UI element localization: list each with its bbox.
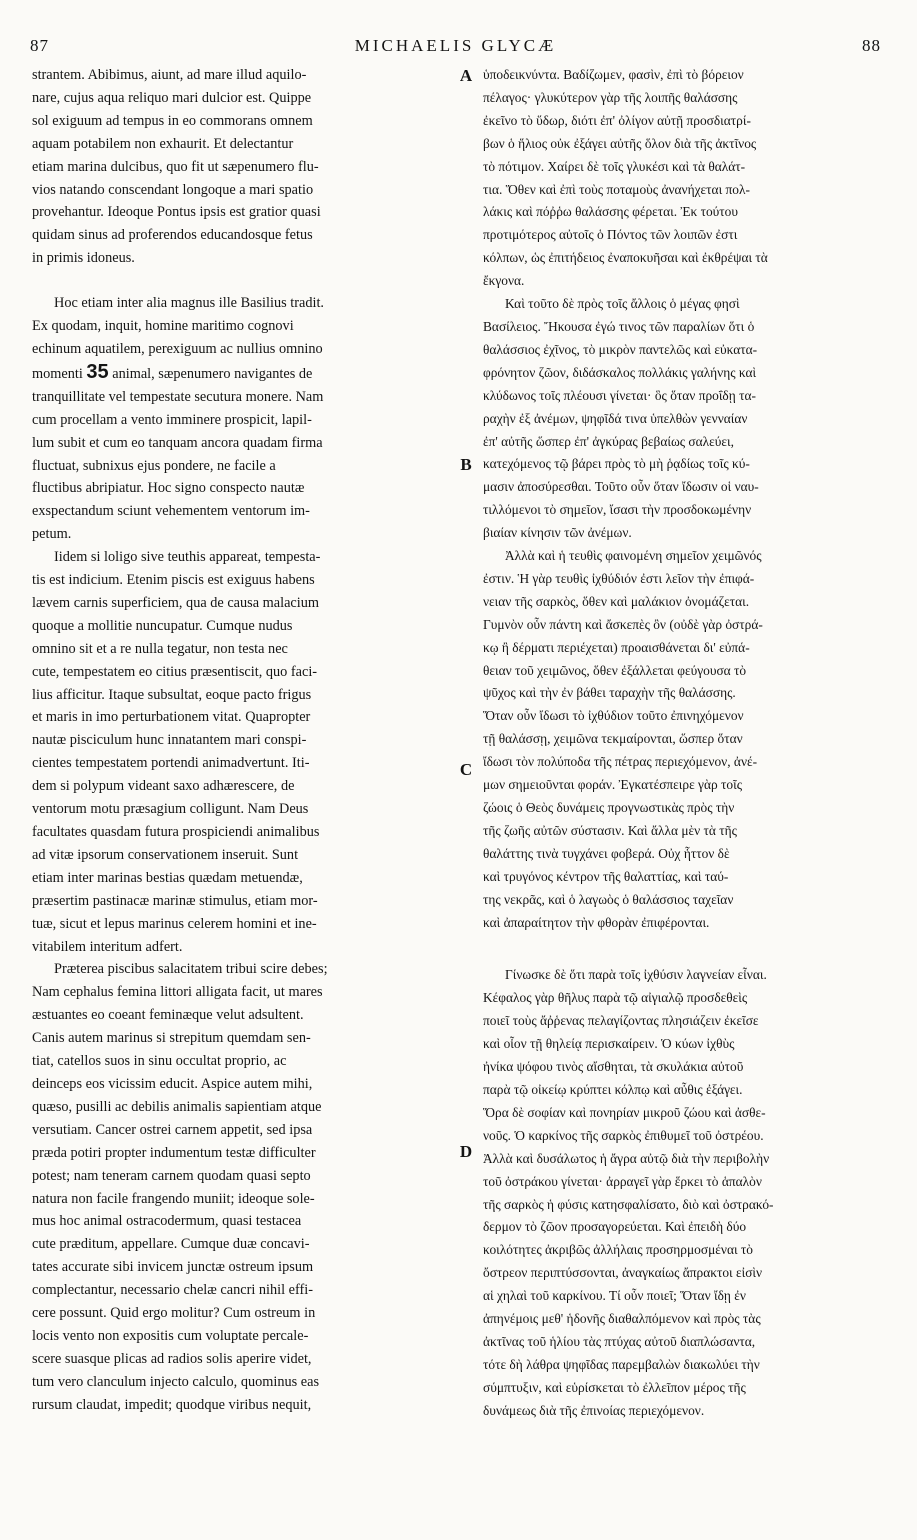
section-marker-c: C xyxy=(459,760,473,779)
latin-paragraph-1: strantem. Abibimus, aiunt, ad mare illud aquilo- nare, cujus aqua reliquo mari dulcior est. Quippe sol exiguum ad tempus in eo commorans omnem aquam potabilem non exhaurit. Et delectantur etiam marina dulcibus, quo fit ut sæpenumero flu- vios natando conscendant longoque a mari spatio provehantur. Ideoque Pontus ipsis est gratior quasi quidam sinus ad proferendos educandosque fetus in primis idoneus. xyxy=(32,67,321,267)
greek-column xyxy=(483,64,896,1520)
page-number-right: 88 xyxy=(862,36,881,55)
section-marker-a: A xyxy=(459,66,473,85)
latin-paragraph-2-end: animal, sæpenumero navigantes de tranquillitate vel tempestate secutura monere. Nam cum procellam a vento imminere prospicit, lapil- lum subit et cum eo tanquam ancora quadam firma fluctuat, subnixus ejus pondere, ne facile a fluctibus abripiatur. Hoc signo conspecto nautæ exspectandum sciunt vehementem ventorum im- petum. xyxy=(32,365,324,543)
column-number: 35 xyxy=(86,360,109,383)
latin-paragraph-3: Iidem si loligo sive teuthis appareat, tempesta- tis est indicium. Etenim piscis est exiguus habens lævem carnis superficiem, qua de causa malacium quoque a mollitie nuncupatur. Cumque nudus omnino sit et a re nulla tegatur, non testa nec cute, tempestatem eo citius præsentiscit, quo faci- lius afficitur. Itaque subsultat, eoque pacto frigus et maris in imo perturbationem vitat. Quapropter nautæ pisciculum hunc innatantem mari conspi- cientes tempestatem portendi animadvertunt. Iti- dem si polypum videant saxo adhærescere, de ventorum motu præsagium colligunt. Nam Deus facultates quasdam futura prospiciendi animalibus ad vitæ ipsorum conservationem inseruit. Sunt etiam inter marinas bestias quædam metuendæ, præsertim pastinacæ marinæ stimulus, etiam mor- tuæ, sicut et lepus marinus celerem homini et ine- vitabilem interitum adfert. xyxy=(32,549,321,955)
latin-paragraph-2 xyxy=(32,292,455,546)
section-marker-b: B xyxy=(460,455,472,474)
running-title: MICHAELIS GLYCÆ xyxy=(354,36,557,55)
latin-column xyxy=(32,64,455,1520)
section-marker-d: D xyxy=(459,1142,473,1161)
greek-paragraph-2: Καὶ τοῦτο δὲ πρὸς τοῖς ἄλλοις ὁ μέγας φησὶ Βασίλειος. Ἤκουσα ἐγώ τινος τῶν παραλίων ὅτι ὁ θαλάσσιος ἐχῖνος, τὸ μικρὸν παντελῶς καὶ εὐκατα- φρόνητον ζῶον, διδάσκαλος πολλάκις γαλήνης καὶ κλύδωνος τοῖς πλέουσι γίνεται· ὃς ὅταν προΐδῃ τα- ραχὴν ἐξ ἀνέμων, ψηφῖδά τινα ὑπελθὼν γενναίαν ἐπ' αὐτῆς ὥσπερ ἐπ' ἀγκύρας βεβαίως σαλεύει, κατεχόμενος τῷ βάρει πρὸς τὸ μὴ ῥᾳδίως τοῖς κύ- μασιν ἀποσύρεσθαι. Τοῦτο οὖν ὅταν ἴδωσιν οἱ ναυ- τιλλόμενοι τὸ σημεῖον, ἴσασι τὴν προσδοκωμένην βιαίαν κίνησιν τῶν ἀνέμων. xyxy=(483,296,759,541)
latin-paragraph-4: Præterea piscibus salacitatem tribui scire debes; Nam cephalus femina littori alligata facit, ut mares æstuantes eo coeant feminæque velut adsultent. Canis autem marinus si strepitum quemdam sen- tiat, catellos suos in sinu occultat proprio, ac deinceps eos vicissim educit. Aspice autem mihi, quæso, pusilli ac debilis animalis sapientiam atque versutiam. Cancer ostrei carnem appetit, sed ipsa præda potiri propter indumentum testæ difficulter potest; nam teneram carnem quodam quasi septo natura non facile frangendo muniit; ideoque sole- mus hoc animal ostracodermum, quasi testacea cute præditum, appellare. Cumque duæ concavi- tates accurate sibi invicem junctæ ostreum ipsum complectantur, necessario chelæ cancri nihil effi- cere possunt. Quid ergo molitur? Cum ostreum in locis vento non expositis cum voluptate percale- scere suasque plicas ad radios solis aperire videt, tum vero clanculum injecto calculo, quominus eas rursum claudat, impedit; quodque viribus nequit, xyxy=(32,961,328,1413)
greek-paragraph-3: Ἀλλὰ καὶ ἡ τευθὶς φαινομένη σημεῖον χειμῶνός ἐστιν. Ἡ γὰρ τευθὶς ἰχθύδιόν ἐστι λεῖον τὴν ἐπιφά- νειαν τῆς σαρκὸς, ὅθεν καὶ μαλάκιον ὀνομάζεται. Γυμνὸν οὖν πάντη καὶ ἄσκεπὲς ὂν (οὐδὲ γὰρ ὀστρά- κῳ ἢ δέρματι περιέχεται) προαισθάνεται δι' εὐπά- θειαν τοῦ χειμῶνος, ὅθεν ἐξάλλεται φεύγουσα τὸ ψῦχος καὶ τὴν ἐν βάθει ταραχὴν τῆς θαλάσσης. Ὅταν οὖν ἴδωσι τὸ ἰχθύδιον τοῦτο ἐπινηχόμενον τῇ θαλάσσῃ, χειμῶνα τεκμαίρονται, ὥσπερ ὅταν ἴδωσι τὸν πολύποδα τῆς πέτρας περιεχόμενον, ἀνέ- μων σημειοῦνται φοράν. Ἐγκατέσπειρε γὰρ τοῖς ζώοις ὁ Θεὸς δυνάμεις προγνωστικὰς πρὸς τὴν τῆς ζωῆς αὐτῶν σύστασιν. Καὶ ἄλλα μὲν τὰ τῆς θαλάττης τινὰ τυγχάνει φοβερά. Οὐχ ἧττον δὲ καὶ τρυγόνος κέντρον τῆς θαλαττίας, καὶ ταύ- της νεκρᾶς, καὶ ὁ λαγωὸς ὁ θαλάσσιος ταχεῖαν καὶ ἀπαραίτητον τὴν φθορὰν ἐπιφέρονται. xyxy=(483,548,763,930)
running-header xyxy=(30,33,881,59)
greek-paragraph-4: Γίνωσκε δὲ ὅτι παρὰ τοῖς ἰχθύσιν λαγνείαν εἶναι. Κέφαλος γὰρ θῆλυς παρὰ τῷ αἰγιαλῷ προσδεθεὶς ποιεῖ τοὺς ἄῤῥενας πελαγίζοντας πλησιάζειν ἐκεῖσε καὶ οἷον τῇ θηλείᾳ περισκαίρειν. Ὁ κύων ἰχθὺς ἠνίκα ψόφου τινὸς αἴσθηται, τὰ σκυλάκια αὐτοῦ παρὰ τῷ οἰκείῳ κρύπτει κόλπῳ καὶ αὖθις ἐξάγει. Ὅρα δὲ σοφίαν καὶ πονηρίαν μικροῦ ζώου καὶ ἀσθε- νοῦς. Ὁ καρκίνος τῆς σαρκὸς ἐπιθυμεῖ τοῦ ὀστρέου. Ἀλλὰ καὶ δυσάλωτος ἡ ἄγρα αὐτῷ διὰ τὴν περιβολὴν τοῦ ὀστράκου γίνεται· ἀρραγεῖ γὰρ ἕρκει τὸ ἁπαλὸν τῆς σαρκὸς ἡ φύσις κατησφαλίσατο, διὸ καὶ ὀστρακό- δερμον τὸ ζῶον προσαγορεύεται. Καὶ ἐπειδὴ δύο κοιλότητες ἀκριβῶς ἀλλήλαις προσηρμοσμέναι τὸ ὄστρεον περιπτύσσονται, ἀναγκαίως ἄπρακτοι εἰσὶν αἱ χηλαὶ τοῦ καρκίνου. Τί οὖν ποιεῖ; Ὅταν ἴδῃ ἐν ἀπηνέμοις μεθ' ἡδονῆς διαθαλπόμενον καὶ πρὸς τὰς ἀκτῖνας τοῦ ἡλίου τὰς πτύχας αὐτοῦ διαπλώσαντα, τότε δὴ λάθρα ψηφῖδας παρεμβαλὼν διακωλύει τὴν σύμπτυξιν, καὶ εὑρίσκεται τὸ ἐλλεῖπον μέρος τῆς δυνάμεως διὰ τῆς ἐπινοίας περιεχόμενον. xyxy=(483,967,774,1418)
greek-paragraph-1: ὑποδεικνύντα. Βαδίζωμεν, φασὶν, ἐπὶ τὸ βόρειον πέλαγος· γλυκύτερον γὰρ τῆς λοιπῆς θαλάσσης ἐκεῖνο τὸ ὕδωρ, διότι ἐπ' ὀλίγον αὐτῇ προσδιατρί- βων ὁ ἥλιος οὐκ ἐξάγει αὐτῆς ὅλον διὰ τῆς ἀκτῖνος τὸ πότιμον. Χαίρει δὲ τοῖς γλυκέσι καὶ τὰ θαλάτ- τια. Ὅθεν καὶ ἐπὶ τοὺς ποταμοὺς ἀνανήχεται πολ- λάκις καὶ πόῤῥω θαλάσσης φέρεται. Ἐκ τούτου προτιμότερος αὐτοῖς ὁ Πόντος τῶν λοιπῶν ἐστι κόλπων, ὡς ἐπιτήδειος ἐναποκυῆσαι καὶ ἐκθρέψαι τὰ ἔκγονα. xyxy=(483,67,768,289)
latin-paragraph-2-start: Hoc etiam inter alia magnus ille Basilius tradit. Ex quodam, inquit, homine maritimo cognovi echinum aquatilem, perexiguum ac nullius omnino momenti xyxy=(32,295,324,382)
page-number-left: 87 xyxy=(30,36,49,55)
